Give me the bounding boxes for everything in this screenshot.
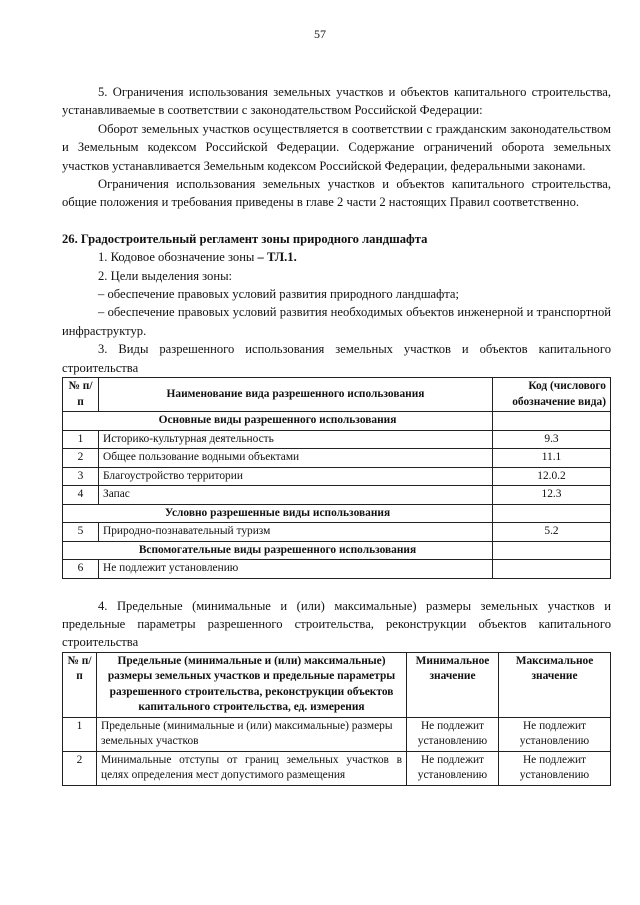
row-code: 12.0.2 — [493, 467, 611, 486]
row-name: Общее пользование водными объектами — [99, 449, 493, 468]
uses-table — [62, 377, 611, 579]
table-row — [63, 560, 611, 579]
uses-heading: 3. Виды разрешенного использования земельных участков и объектов капитального строительства — [62, 342, 611, 375]
goal-item: – обеспечение правовых условий развития необходимых объектов инженерной и транспортной инфраструктур. — [62, 305, 611, 338]
header-max: Максимальное значение — [499, 652, 611, 717]
row-name: Природно-познавательный туризм — [99, 523, 493, 542]
table-row — [63, 449, 611, 468]
limits-heading: 4. Предельные (минимальные и (или) максимальные) размеры земельных участков и предельные параметры разрешенного строительства, реконструкции объектов капитального строительства — [62, 598, 611, 650]
paragraph-restrictions: 5. Ограничения использования земельных участков и объектов капитального строительства, устанавливаемые в соответствии с законодательством Российской Федерации: — [62, 85, 611, 118]
table-section-row — [63, 504, 611, 523]
row-num: 1 — [63, 717, 97, 751]
document-body — [62, 83, 611, 786]
row-min: Не подлежит установлению — [407, 751, 499, 785]
row-num: 6 — [63, 560, 99, 579]
goals-heading: 2. Цели выделения зоны: — [98, 268, 233, 283]
row-name: Не подлежит установлению — [99, 560, 493, 579]
row-code: 5.2 — [493, 523, 611, 542]
row-parameter: Минимальные отступы от границ земельных участков в целях определения мест допустимого размещения — [97, 751, 407, 785]
section-main-label: Основные виды разрешенного использования — [63, 412, 493, 431]
section-auxiliary-label: Вспомогательные виды разрешенного использования — [63, 541, 493, 560]
table-header-row — [63, 378, 611, 412]
row-name: Благоустройство территории — [99, 467, 493, 486]
zone-code-line — [62, 248, 611, 266]
row-min: Не подлежит установлению — [407, 717, 499, 751]
row-num: 2 — [63, 751, 97, 785]
table-row — [63, 523, 611, 542]
row-name: Историко-культурная деятельность — [99, 430, 493, 449]
table-row — [63, 717, 611, 751]
header-code: Код (числового обозначение вида) — [493, 378, 611, 412]
table-section-row — [63, 541, 611, 560]
header-num: № п/п — [63, 378, 99, 412]
row-parameter: Предельные (минимальные и (или) максимальные) размеры земельных участков — [97, 717, 407, 751]
goal-item: – обеспечение правовых условий развития природного ландшафта; — [98, 287, 460, 302]
zone-code-value: – ТЛ.1. — [254, 250, 297, 265]
row-num: 1 — [63, 430, 99, 449]
table-row — [63, 486, 611, 505]
table-header-row — [63, 652, 611, 717]
table-row — [63, 430, 611, 449]
row-code: 9.3 — [493, 430, 611, 449]
row-num: 3 — [63, 467, 99, 486]
row-code — [493, 560, 611, 579]
row-name: Запас — [99, 486, 493, 505]
paragraph-general-provisions: Ограничения использования земельных участков и объектов капитального строительства, общие положения и требования приведены в главе 2 части 2 настоящих Правил соответственно. — [62, 177, 611, 210]
row-num: 2 — [63, 449, 99, 468]
limits-table — [62, 652, 611, 786]
section-conditional-label: Условно разрешенные виды использования — [63, 504, 493, 523]
zone-code-label: 1. Кодовое обозначение зоны — [98, 250, 255, 265]
section-title: 26. Градостроительный регламент зоны природного ландшафта — [62, 231, 428, 246]
header-num: № п/п — [63, 652, 97, 717]
row-code: 11.1 — [493, 449, 611, 468]
table-section-row — [63, 412, 611, 431]
row-num: 5 — [63, 523, 99, 542]
page-number: 57 — [314, 27, 326, 41]
header-min: Минимальное значение — [407, 652, 499, 717]
table-row — [63, 467, 611, 486]
row-code: 12.3 — [493, 486, 611, 505]
row-max: Не подлежит установлению — [499, 751, 611, 785]
paragraph-turnover: Оборот земельных участков осуществляется в соответствии с гражданским законодательством и Земельным кодексом Российской Федерации. Содержание ограничений оборота земельных участков устанавливается Земельным кодексом Российской Федерации, федеральными законами. — [62, 121, 611, 173]
row-max: Не подлежит установлению — [499, 717, 611, 751]
row-num: 4 — [63, 486, 99, 505]
header-use-name: Наименование вида разрешенного использования — [99, 378, 493, 412]
header-parameter: Предельные (минимальные и (или) максимальные) размеры земельных участков и предельные параметры разрешенного строительства, реконструкции объектов капитального строительства, ед. измерения — [97, 652, 407, 717]
table-row — [63, 751, 611, 785]
